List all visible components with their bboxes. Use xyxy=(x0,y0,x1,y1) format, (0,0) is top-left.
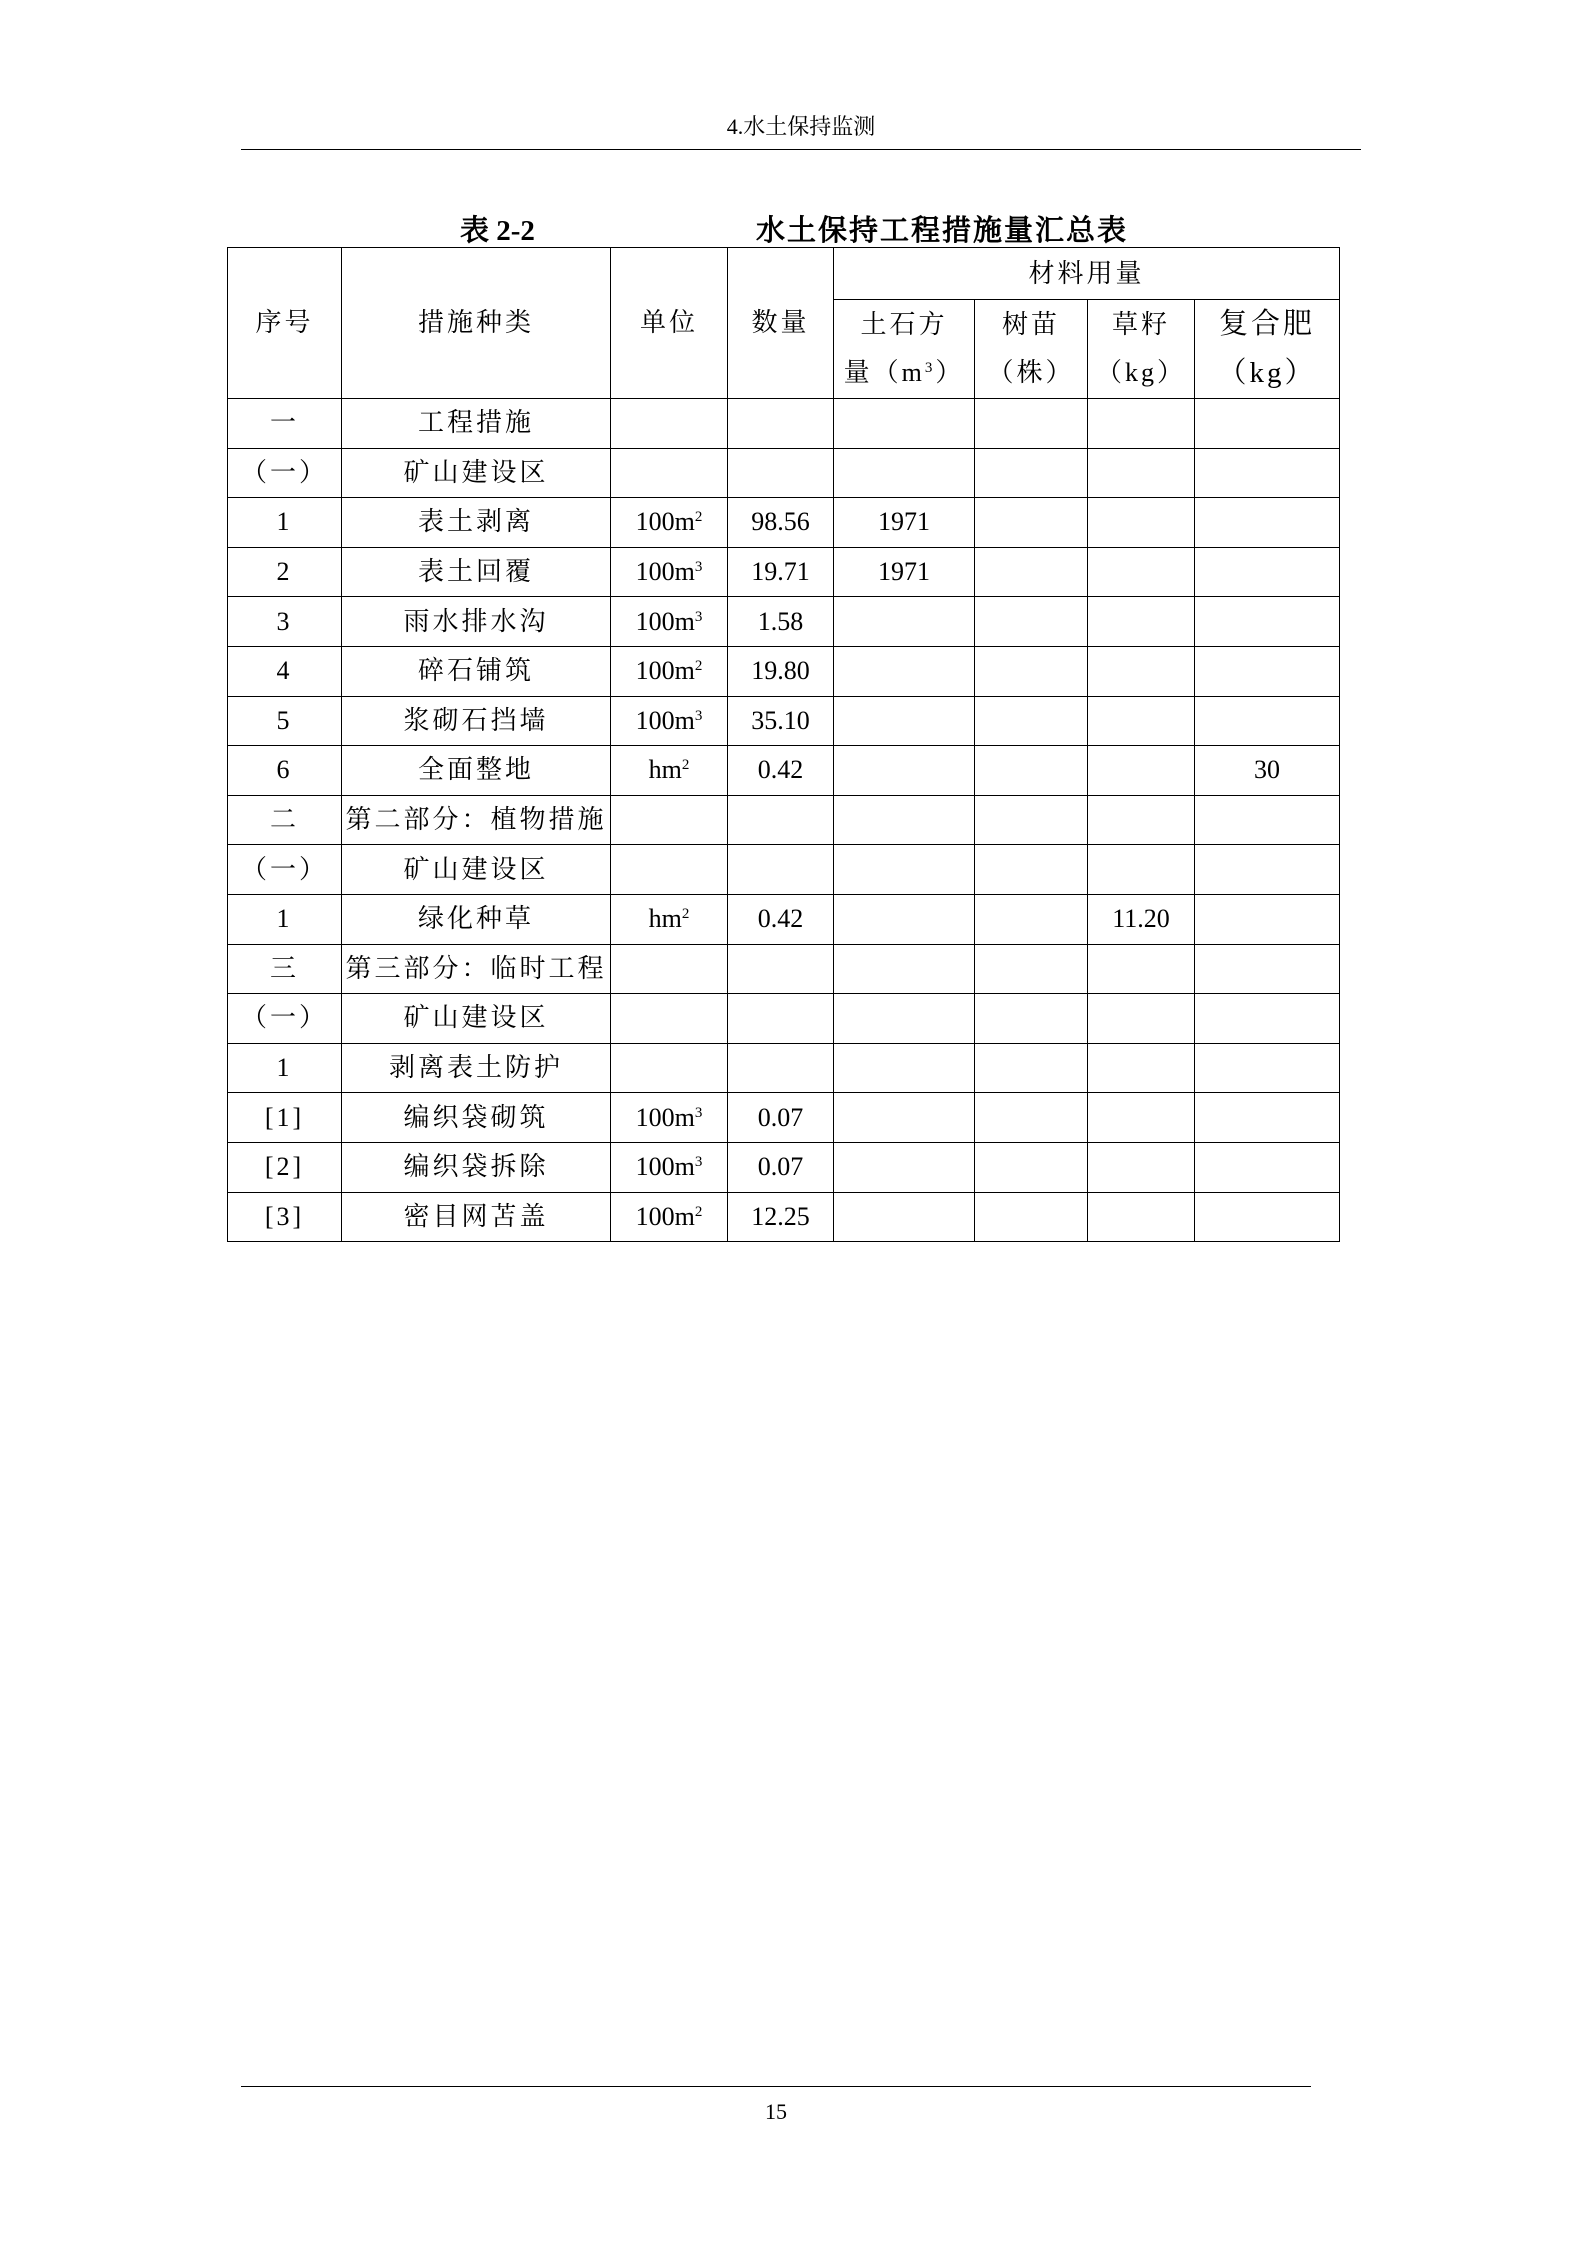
row-unit xyxy=(611,845,728,895)
header-seedlings xyxy=(975,300,1088,399)
row-grass-seed xyxy=(1088,696,1195,746)
row-earthwork xyxy=(834,795,975,845)
footer-rule xyxy=(241,2086,1311,2087)
row-earthwork xyxy=(834,1142,975,1192)
row-seedlings xyxy=(975,597,1088,647)
row-measure-name: 密目网苫盖 xyxy=(342,1192,611,1242)
row-grass-seed xyxy=(1088,1043,1195,1093)
table-row xyxy=(228,498,1340,548)
row-earthwork xyxy=(834,1043,975,1093)
unit-base: 100m xyxy=(635,705,695,735)
row-measure-name: 第三部分：临时工程 xyxy=(342,944,611,994)
unit-exponent: 3 xyxy=(694,1154,703,1171)
row-fertilizer xyxy=(1195,448,1340,498)
row-seq: [2] xyxy=(228,1142,342,1192)
row-measure-name: 工程措施 xyxy=(342,399,611,449)
row-fertilizer xyxy=(1195,1192,1340,1242)
row-unit xyxy=(611,597,728,647)
row-fertilizer xyxy=(1195,498,1340,548)
row-seedlings xyxy=(975,448,1088,498)
row-quantity xyxy=(728,845,834,895)
header-fertilizer-line1: 复合肥 xyxy=(1218,308,1315,340)
row-fertilizer xyxy=(1195,597,1340,647)
row-seq: 二 xyxy=(228,795,342,845)
row-unit xyxy=(611,646,728,696)
header-grass-seed xyxy=(1088,300,1195,399)
unit-exponent: 2 xyxy=(694,509,703,526)
table-row xyxy=(228,845,1340,895)
row-seedlings xyxy=(975,944,1088,994)
header-seq: 序号 xyxy=(228,248,342,399)
row-quantity xyxy=(728,399,834,449)
unit-base: 100m xyxy=(635,1102,695,1132)
header-fertilizer-line2: （kg） xyxy=(1217,357,1317,389)
row-grass-seed xyxy=(1088,1192,1195,1242)
row-earthwork xyxy=(834,646,975,696)
unit-exponent: 2 xyxy=(681,757,690,774)
row-earthwork xyxy=(834,845,975,895)
row-grass-seed xyxy=(1088,399,1195,449)
row-unit xyxy=(611,1142,728,1192)
row-seedlings xyxy=(975,1043,1088,1093)
row-measure-name: 表土剥离 xyxy=(342,498,611,548)
row-seq: [3] xyxy=(228,1192,342,1242)
table-row xyxy=(228,1142,1340,1192)
table-row xyxy=(228,696,1340,746)
table-body xyxy=(228,399,1340,1242)
row-quantity: 19.80 xyxy=(728,646,834,696)
row-grass-seed xyxy=(1088,498,1195,548)
row-seedlings xyxy=(975,894,1088,944)
row-grass-seed xyxy=(1088,448,1195,498)
unit-exponent: 2 xyxy=(681,906,690,923)
header-grass-seed-line1: 草籽 xyxy=(1111,310,1170,339)
row-quantity xyxy=(728,994,834,1044)
row-unit xyxy=(611,944,728,994)
unit-base: 100m xyxy=(635,557,695,587)
row-fertilizer xyxy=(1195,795,1340,845)
row-seq: 1 xyxy=(228,1043,342,1093)
row-seedlings xyxy=(975,795,1088,845)
table-row xyxy=(228,746,1340,796)
row-quantity: 12.25 xyxy=(728,1192,834,1242)
row-measure-name: 全面整地 xyxy=(342,746,611,796)
table-row xyxy=(228,448,1340,498)
row-earthwork xyxy=(834,448,975,498)
row-fertilizer: 30 xyxy=(1195,746,1340,796)
header-earthwork-line1: 土石方 xyxy=(860,310,948,339)
row-grass-seed xyxy=(1088,845,1195,895)
unit-base: 100m xyxy=(635,507,695,537)
row-quantity xyxy=(728,1043,834,1093)
header-materials-group: 材料用量 xyxy=(834,248,1340,300)
row-grass-seed xyxy=(1088,994,1195,1044)
row-earthwork xyxy=(834,994,975,1044)
row-seq: 2 xyxy=(228,547,342,597)
row-measure-name: 矿山建设区 xyxy=(342,448,611,498)
header-seedlings-line2: （株） xyxy=(987,358,1075,387)
table-row xyxy=(228,994,1340,1044)
table-row xyxy=(228,1043,1340,1093)
row-measure-name: 矿山建设区 xyxy=(342,994,611,1044)
header-quantity: 数量 xyxy=(728,248,834,399)
row-fertilizer xyxy=(1195,399,1340,449)
table-number: 表 2-2 xyxy=(460,215,535,247)
page-number: 15 xyxy=(765,2099,787,2124)
row-fertilizer xyxy=(1195,547,1340,597)
row-unit xyxy=(611,1093,728,1143)
row-seq: 1 xyxy=(228,894,342,944)
header-fertilizer xyxy=(1195,300,1340,399)
row-fertilizer xyxy=(1195,1043,1340,1093)
row-measure-name: 浆砌石挡墙 xyxy=(342,696,611,746)
row-unit xyxy=(611,498,728,548)
row-earthwork xyxy=(834,399,975,449)
table-title: 水土保持工程措施量汇总表 xyxy=(756,215,1129,247)
row-seq: 三 xyxy=(228,944,342,994)
header-rule xyxy=(241,149,1361,150)
row-grass-seed xyxy=(1088,1093,1195,1143)
table-row xyxy=(228,399,1340,449)
row-grass-seed xyxy=(1088,597,1195,647)
table-row xyxy=(228,597,1340,647)
table-row xyxy=(228,1093,1340,1143)
row-earthwork xyxy=(834,944,975,994)
row-unit xyxy=(611,795,728,845)
row-grass-seed: 11.20 xyxy=(1088,894,1195,944)
row-measure-name: 编织袋拆除 xyxy=(342,1142,611,1192)
row-seedlings xyxy=(975,1142,1088,1192)
header-measure-type: 措施种类 xyxy=(342,248,611,399)
table-header xyxy=(228,248,1340,399)
row-measure-name: 第二部分：植物措施 xyxy=(342,795,611,845)
measures-summary-table xyxy=(227,247,1340,1242)
header-unit: 单位 xyxy=(611,248,728,399)
unit-exponent: 2 xyxy=(694,1203,703,1220)
row-quantity xyxy=(728,795,834,845)
row-earthwork xyxy=(834,894,975,944)
row-seq: [1] xyxy=(228,1093,342,1143)
unit-base: hm xyxy=(648,755,682,785)
row-seedlings xyxy=(975,498,1088,548)
row-seq: （一） xyxy=(228,845,342,895)
row-measure-name: 绿化种草 xyxy=(342,894,611,944)
row-fertilizer xyxy=(1195,1142,1340,1192)
row-measure-name: 表土回覆 xyxy=(342,547,611,597)
unit-exponent: 3 xyxy=(694,608,703,625)
row-measure-name: 碎石铺筑 xyxy=(342,646,611,696)
row-seedlings xyxy=(975,399,1088,449)
row-seq: 4 xyxy=(228,646,342,696)
row-unit xyxy=(611,1043,728,1093)
unit-base: 100m xyxy=(635,1201,695,1231)
row-seq: 一 xyxy=(228,399,342,449)
row-measure-name: 剥离表土防护 xyxy=(342,1043,611,1093)
header-grass-seed-line2: （kg） xyxy=(1095,358,1186,387)
row-seq: （一） xyxy=(228,448,342,498)
row-seedlings xyxy=(975,845,1088,895)
table-row xyxy=(228,795,1340,845)
unit-exponent: 3 xyxy=(694,707,703,724)
row-quantity: 0.42 xyxy=(728,894,834,944)
table-row xyxy=(228,547,1340,597)
header-earthwork xyxy=(834,300,975,399)
row-unit xyxy=(611,746,728,796)
row-grass-seed xyxy=(1088,646,1195,696)
unit-exponent: 3 xyxy=(694,1104,703,1121)
row-quantity: 19.71 xyxy=(728,547,834,597)
row-grass-seed xyxy=(1088,1142,1195,1192)
row-seedlings xyxy=(975,646,1088,696)
row-fertilizer xyxy=(1195,944,1340,994)
header-earthwork-line2: 量$(m^3)$ xyxy=(843,358,965,387)
row-seedlings xyxy=(975,1192,1088,1242)
row-seq: 5 xyxy=(228,696,342,746)
row-fertilizer xyxy=(1195,1093,1340,1143)
header-seedlings-line1: 树苗 xyxy=(1001,310,1060,339)
row-grass-seed xyxy=(1088,795,1195,845)
row-earthwork xyxy=(834,746,975,796)
row-earthwork: 1971 xyxy=(834,547,975,597)
row-fertilizer xyxy=(1195,646,1340,696)
table-row xyxy=(228,944,1340,994)
row-seedlings xyxy=(975,696,1088,746)
row-quantity: 35.10 xyxy=(728,696,834,746)
row-grass-seed xyxy=(1088,944,1195,994)
row-fertilizer xyxy=(1195,894,1340,944)
row-unit xyxy=(611,994,728,1044)
row-quantity: 98.56 xyxy=(728,498,834,548)
row-unit xyxy=(611,1192,728,1242)
unit-base: 100m xyxy=(635,656,695,686)
unit-base: hm xyxy=(648,904,682,934)
row-seq: 6 xyxy=(228,746,342,796)
row-quantity: 0.07 xyxy=(728,1093,834,1143)
row-seq: 3 xyxy=(228,597,342,647)
row-measure-name: 编织袋砌筑 xyxy=(342,1093,611,1143)
row-earthwork xyxy=(834,1093,975,1143)
running-header: 4.水土保持监测 xyxy=(726,114,876,139)
row-unit xyxy=(611,399,728,449)
unit-exponent: 3 xyxy=(694,559,703,576)
row-seedlings xyxy=(975,746,1088,796)
row-earthwork: 1971 xyxy=(834,498,975,548)
row-fertilizer xyxy=(1195,696,1340,746)
row-unit xyxy=(611,547,728,597)
row-quantity xyxy=(728,944,834,994)
row-grass-seed xyxy=(1088,746,1195,796)
row-unit xyxy=(611,696,728,746)
unit-exponent: 2 xyxy=(694,658,703,675)
row-earthwork xyxy=(834,696,975,746)
row-quantity: 1.58 xyxy=(728,597,834,647)
row-quantity: 0.07 xyxy=(728,1142,834,1192)
row-unit xyxy=(611,448,728,498)
row-seq: （一） xyxy=(228,994,342,1044)
row-earthwork xyxy=(834,597,975,647)
table-row xyxy=(228,1192,1340,1242)
table-caption xyxy=(227,204,1342,248)
row-earthwork xyxy=(834,1192,975,1242)
row-seedlings xyxy=(975,1093,1088,1143)
row-grass-seed xyxy=(1088,547,1195,597)
row-unit xyxy=(611,894,728,944)
table-row xyxy=(228,894,1340,944)
table-row xyxy=(228,646,1340,696)
row-seedlings xyxy=(975,547,1088,597)
row-quantity xyxy=(728,448,834,498)
row-measure-name: 雨水排水沟 xyxy=(342,597,611,647)
unit-base: 100m xyxy=(635,1152,695,1182)
row-seedlings xyxy=(975,994,1088,1044)
row-fertilizer xyxy=(1195,845,1340,895)
unit-base: 100m xyxy=(635,606,695,636)
row-seq: 1 xyxy=(228,498,342,548)
row-measure-name: 矿山建设区 xyxy=(342,845,611,895)
row-fertilizer xyxy=(1195,994,1340,1044)
row-quantity: 0.42 xyxy=(728,746,834,796)
